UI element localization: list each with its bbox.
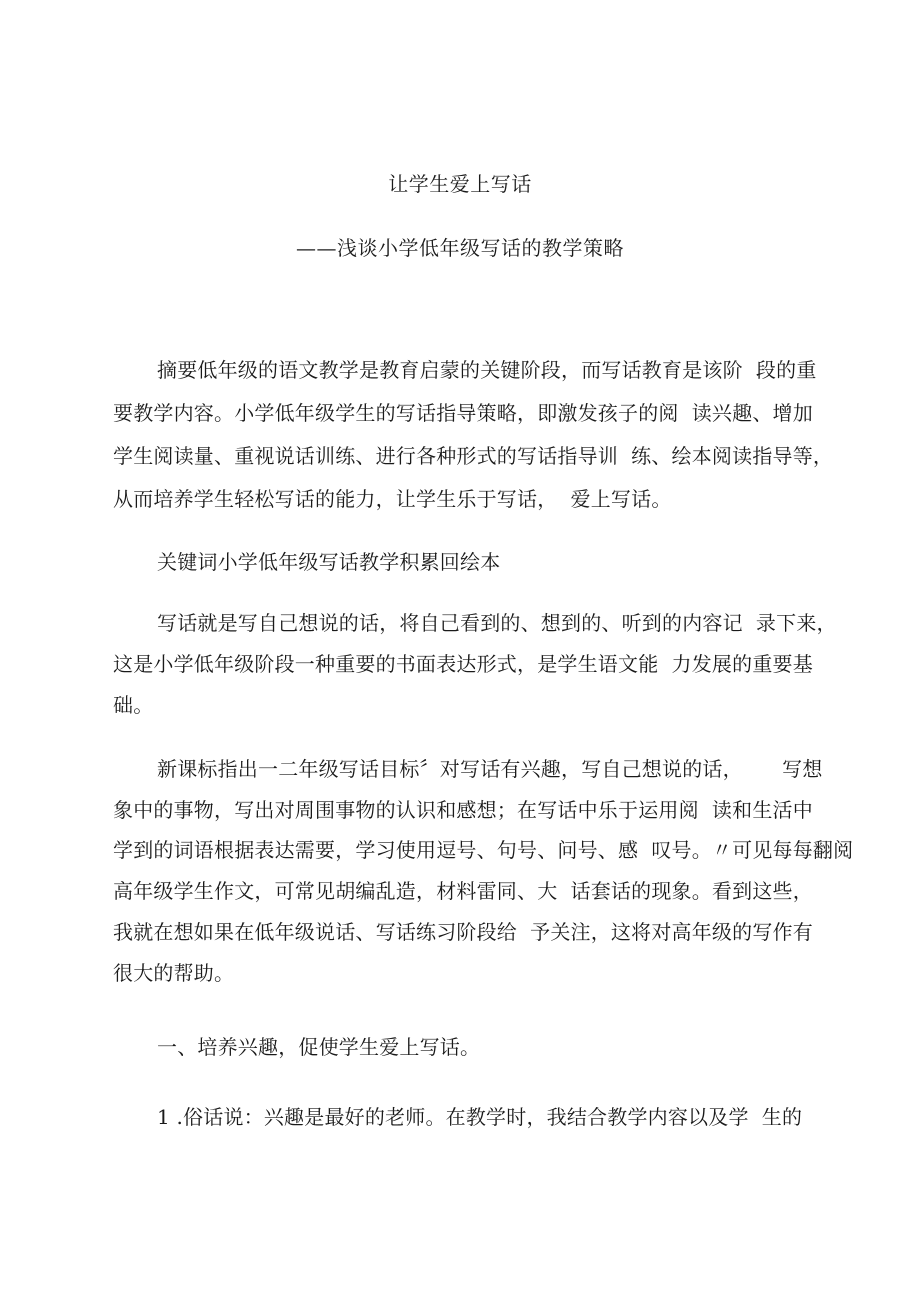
section-heading: 一、培养兴趣，促使学生爱上写话。: [157, 1035, 481, 1059]
keywords-line: 关键词小学低年级写话教学积累回绘本: [157, 550, 501, 574]
curriculum-line: 我就在想如果在低年级说话、写话练习阶段给 予关注，这将对高年级的写作有: [113, 920, 813, 944]
intro-line: 础。: [113, 693, 154, 717]
abstract-line: 要教学内容。小学低年级学生的写话指导策略，即激发孩子的阅 读兴趣、增加: [113, 401, 813, 425]
intro-line: 写话就是写自己想说的话，将自己看到的、想到的、听到的内容记 录下来，: [157, 611, 837, 635]
curriculum-line: 高年级学生作文，可常见胡编乱造，材料雷同、大 话套话的现象。看到这些，: [113, 879, 813, 903]
document-title: 让学生爱上写话: [388, 172, 532, 196]
document-subtitle: ——浅谈小学低年级写话的教学策略: [296, 236, 624, 260]
intro-line: 这是小学低年级阶段一种重要的书面表达形式，是学生语文能 力发展的重要基: [113, 652, 813, 676]
curriculum-line: 象中的事物，写出对周围事物的认识和感想；在写话中乐于运用阅 读和生活中: [113, 798, 813, 822]
abstract-line: 从而培养学生轻松写话的能力，让学生乐于写话， 爱上写话。: [113, 487, 672, 511]
numbered-paragraph-line: 1 .俗话说：兴趣是最好的老师。在教学时，我结合教学内容以及学 生的: [157, 1105, 803, 1129]
abstract-line: 学生阅读量、重视说话训练、进行各种形式的写话指导训 练、绘本阅读指导等，: [113, 444, 834, 468]
abstract-line: 摘要低年级的语文教学是教育启蒙的关键阶段，而写话教育是该阶 段的重: [157, 358, 817, 382]
curriculum-line: 新课标指出一二年级写话目标〞对写话有兴趣，写自己想说的话， 写想: [157, 757, 823, 781]
curriculum-line: 学到的词语根据表达需要，学习使用逗号、句号、问号、感 叹号。〃可见每每翻阅: [113, 838, 854, 862]
curriculum-line: 很大的帮助。: [113, 961, 235, 985]
